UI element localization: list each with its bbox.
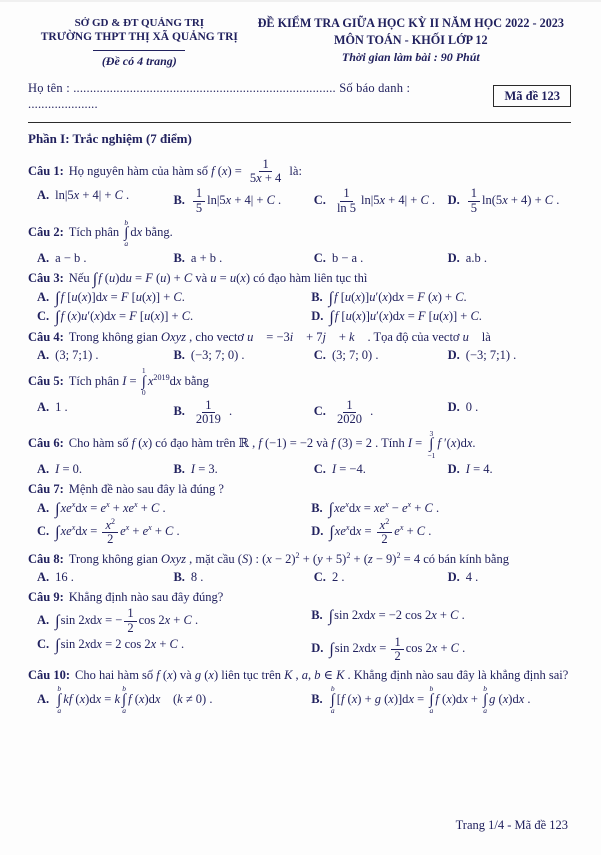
answer-option: [37, 399, 169, 426]
answer-key: B.: [311, 691, 323, 706]
answer-grid: [28, 289, 571, 325]
answer-key: A.: [37, 290, 50, 305]
answer-key: B.: [173, 348, 185, 363]
answer-key: D.: [447, 569, 460, 584]
question-label: Câu 7:: [28, 482, 64, 497]
answer-key: A.: [37, 462, 50, 477]
answer-option: [37, 461, 169, 477]
question-body: Cho hai hàm số f (x) và g (x) liên tục trên K , a, b ∈ K . Khẳng định nào sau đây là khẳng định sai?: [75, 667, 569, 682]
answer-value: I = 3.: [190, 462, 218, 477]
answer-value: 4 .: [465, 569, 479, 584]
answer-value: (−3; 7;1) .: [465, 348, 517, 363]
answer-option: [448, 461, 571, 477]
exam-duration: Thời gian làm bài : 90 Phút: [341, 49, 480, 64]
answer-key: B.: [311, 608, 323, 623]
answer-grid: [28, 607, 571, 663]
answer-option: [311, 685, 571, 714]
answer-value: 8 .: [190, 569, 204, 584]
answer-key: B.: [311, 500, 323, 515]
question-item: [28, 667, 571, 715]
question-text: [28, 270, 571, 287]
answer-option: [173, 347, 309, 363]
school-name: TRƯỜNG THPT THỊ XÃ QUẢNG TRỊ: [40, 31, 238, 44]
answer-value: $\int xe^xdx$ = $\frac{x^2}{2}$ $e^x + e^x + C$ .: [55, 517, 180, 547]
question-body: Tích phân b ∫ a dx bằng.: [68, 217, 173, 249]
answer-option: [37, 685, 307, 714]
answer-value: $\frac{1}{5}$ ln(5x + 4) + C .: [466, 193, 560, 207]
answer-grid: [28, 347, 571, 363]
question-label: Câu 3:: [28, 271, 64, 286]
header-divider: [28, 122, 571, 123]
answer-value: I = −4.: [331, 462, 366, 477]
answer-key: A.: [37, 188, 50, 203]
question-text: [28, 667, 571, 683]
answer-key: D.: [311, 641, 324, 656]
answer-key: C.: [313, 462, 326, 477]
answer-value: ln|5x + 4| + C .: [55, 188, 130, 203]
answer-value: b − a .: [331, 250, 364, 265]
answer-key: A.: [37, 500, 50, 515]
exam-header: [28, 16, 571, 70]
answer-option: [173, 461, 309, 477]
answer-key: D.: [447, 462, 460, 477]
question-item: [28, 270, 571, 325]
question-body: Mệnh đề nào sau đây là đúng ?: [68, 482, 224, 497]
answer-key: C.: [37, 636, 50, 651]
question-label: Câu 6:: [28, 436, 64, 451]
section-title: Phần I: Trắc nghiệm (7 điểm): [28, 131, 192, 147]
answer-option: [311, 289, 571, 306]
answer-option: [37, 347, 169, 363]
answer-option: [314, 569, 444, 585]
question-text: [28, 481, 571, 497]
answer-key: C.: [313, 250, 326, 265]
question-label: Câu 4:: [28, 329, 64, 344]
answer-key: C.: [313, 348, 326, 363]
answer-key: A.: [37, 691, 50, 706]
answer-value: $\int xe^xdx = e^x + xe^x + C$ .: [55, 499, 166, 518]
answer-value: $\frac{1}{2019}$ .: [195, 397, 233, 426]
answer-key: D.: [447, 250, 460, 265]
answer-option: [37, 607, 307, 634]
answer-option: [37, 308, 307, 325]
answer-value: 0 .: [465, 399, 479, 414]
answer-option: [311, 500, 571, 517]
answer-option: [37, 250, 169, 266]
answer-value: ∫f (x)u′(x)dx = F [u(x)] + C.: [55, 307, 194, 326]
question-item: [28, 329, 571, 364]
answer-key: B.: [173, 404, 185, 419]
department-name: SỞ GD & ĐT QUẢNG TRỊ: [74, 17, 205, 29]
answer-key: D.: [311, 308, 324, 323]
answer-grid: [28, 569, 571, 585]
question-body: Nếu ∫f (u)du = F (u) + C và u = u(x) có đạo hàm liên tục thì: [68, 270, 368, 289]
question-item: [28, 158, 571, 215]
page-footer: Trang 1/4 - Mã đề 123: [455, 817, 568, 832]
question-body: Khẳng định nào sau đây đúng?: [68, 590, 224, 605]
question-label: Câu 5:: [28, 373, 64, 388]
answer-option: [173, 569, 309, 585]
exam-subject: MÔN TOÁN - KHỐI LỚP 12: [334, 32, 488, 47]
answer-option: [37, 518, 307, 546]
answer-value: ∫sin 2xdx = 2 cos 2x + C .: [55, 635, 185, 654]
exam-code-box: Mã đề 123: [493, 85, 571, 107]
answer-value: a + b .: [190, 250, 223, 265]
answer-value: I = 0.: [55, 462, 83, 477]
answer-value: (3; 7; 0) .: [331, 348, 379, 363]
answer-value: ∫sin 2xdx = −2 cos 2x + C .: [328, 607, 465, 626]
pages-note: (Đề có 4 trang): [101, 54, 177, 69]
question-item: [28, 430, 571, 478]
answer-value: I = 4.: [465, 462, 493, 477]
answer-grid: [28, 399, 571, 426]
answer-option: [314, 347, 444, 363]
answer-grid: [28, 187, 571, 214]
answer-value: 2 .: [331, 569, 345, 584]
header-exam-block: [251, 16, 571, 65]
answer-option: [37, 500, 307, 517]
question-text: [28, 551, 571, 567]
answer-option: [314, 461, 444, 477]
answer-option: [311, 636, 571, 663]
answer-option: [37, 289, 307, 306]
answer-key: B.: [173, 462, 185, 477]
question-item: [28, 367, 571, 426]
answer-key: A.: [37, 569, 50, 584]
answer-option: [314, 399, 444, 426]
answer-value: b ∫ a kf (x)dx = k b ∫ a f (x)dx (k ≠ 0) .: [57, 684, 213, 715]
question-item: [28, 551, 571, 586]
answer-option: [173, 399, 309, 426]
answer-value: $\frac{1}{\ln 5}$ ln|5x + 4| + C .: [336, 186, 436, 215]
answer-value: ∫f [u(x)]u′(x)dx = F [u(x)] + C.: [329, 307, 482, 326]
answer-value: 1 .: [55, 399, 68, 414]
question-body: Tích phân I = 1 ∫ 0 $x^{2019}dx$ bằng: [68, 366, 209, 398]
answer-key: A.: [37, 250, 50, 265]
question-item: [28, 219, 571, 267]
answer-key: B.: [173, 250, 185, 265]
question-label: Câu 2:: [28, 225, 64, 240]
question-label: Câu 10:: [28, 667, 71, 682]
answer-value: $\int xe^xdx = xe^x - e^x + C$ .: [328, 499, 440, 518]
answer-value: a.b .: [465, 250, 487, 265]
exam-title: ĐỀ KIỂM TRA GIỮA HỌC KỲ II NĂM HỌC 2022 - 2023: [257, 16, 564, 30]
name-and-id-line: Họ tên : ............................................................................... Số báo danh : .....................: [28, 80, 411, 112]
answer-option: [314, 187, 444, 214]
question-body: Họ nguyên hàm của hàm số f (x) = $\frac{1}{5x + 4}$ là:: [68, 157, 302, 186]
answer-key: A.: [37, 399, 50, 414]
answer-key: C.: [37, 308, 50, 323]
question-text: [28, 367, 571, 396]
answer-option: [448, 399, 571, 426]
answer-value: a − b .: [55, 250, 87, 265]
question-body: Trong không gian Oxyz , cho vectơ u⃗ = −3i⃗ + 7j⃗ + k⃗ . Tọa độ của vectơ u⃗ là: [68, 329, 491, 344]
answer-key: B.: [311, 290, 323, 305]
answer-value: (3; 7;1) .: [55, 348, 99, 363]
answer-option: [311, 308, 571, 325]
answer-key: B.: [173, 192, 185, 207]
answer-value: ∫f [u(x)]dx = F [u(x)] + C.: [55, 289, 185, 308]
answer-option: [37, 636, 307, 663]
answer-key: A.: [37, 348, 50, 363]
question-item: [28, 589, 571, 663]
answer-option: [311, 607, 571, 634]
header-school-block: [28, 16, 251, 70]
question-list: [28, 158, 571, 714]
answer-value: $\frac{1}{5}$ ln|5x + 4| + C .: [191, 193, 281, 207]
question-label: Câu 9:: [28, 590, 64, 605]
question-text: [28, 329, 571, 345]
answer-value: ∫f [u(x)]u′(x)dx = F (x) + C.: [328, 289, 467, 308]
answer-key: C.: [313, 192, 326, 207]
answer-value: ∫sin 2xdx = − $\frac{1}{2}$ cos 2x + C .: [55, 606, 199, 635]
question-text: [28, 158, 571, 185]
answer-key: D.: [447, 192, 460, 207]
question-text: [28, 219, 571, 248]
question-label: Câu 1:: [28, 163, 64, 178]
answer-key: D.: [447, 348, 460, 363]
answer-option: [173, 187, 309, 214]
answer-grid: [28, 461, 571, 477]
answer-key: C.: [313, 404, 326, 419]
question-text: [28, 430, 571, 459]
answer-option: [448, 347, 571, 363]
answer-option: [314, 250, 444, 266]
answer-value: 16 .: [55, 569, 74, 584]
answer-key: B.: [173, 569, 185, 584]
question-label: Câu 8:: [28, 551, 64, 566]
candidate-info-row: [28, 80, 571, 113]
school-underline: [93, 50, 185, 51]
answer-option: [448, 250, 571, 266]
answer-grid: [28, 500, 571, 547]
answer-grid: [28, 250, 571, 266]
answer-value: $\frac{1}{2020}$ .: [336, 397, 374, 426]
answer-option: [37, 569, 169, 585]
question-body: Trong không gian Oxyz , mặt cầu (S) : $(x - 2)^2 + (y + 5)^2 + (z - 9)^2 = 4$ có bán kính bằng: [68, 550, 509, 566]
question-text: [28, 589, 571, 605]
answer-key: A.: [37, 612, 50, 627]
answer-value: (−3; 7; 0) .: [190, 348, 245, 363]
answer-key: C.: [37, 524, 50, 539]
answer-value: b ∫ a [f (x) + g (x)]dx = b ∫ a f (x)dx + b ∫ a g (x)dx .: [330, 684, 531, 715]
answer-option: [311, 518, 571, 546]
question-body: Cho hàm số f (x) có đạo hàm trên ℝ , f (−1) = −2 và f (3) = 2 . Tính I = 3 ∫ −1 f ′(x)dx.: [68, 428, 476, 460]
answer-option: [448, 187, 571, 214]
answer-option: [448, 569, 571, 585]
question-item: [28, 481, 571, 546]
answer-key: D.: [311, 524, 324, 539]
answer-value: ∫sin 2xdx = $\frac{1}{2}$ cos 2x + C .: [329, 634, 466, 663]
answer-option: [37, 187, 169, 214]
answer-option: [173, 250, 309, 266]
answer-value: $\int xe^xdx$ = $\frac{x^2}{2}$ $e^x + C$ .: [329, 517, 432, 547]
answer-grid: [28, 685, 571, 714]
answer-key: D.: [447, 399, 460, 414]
answer-key: C.: [313, 569, 326, 584]
